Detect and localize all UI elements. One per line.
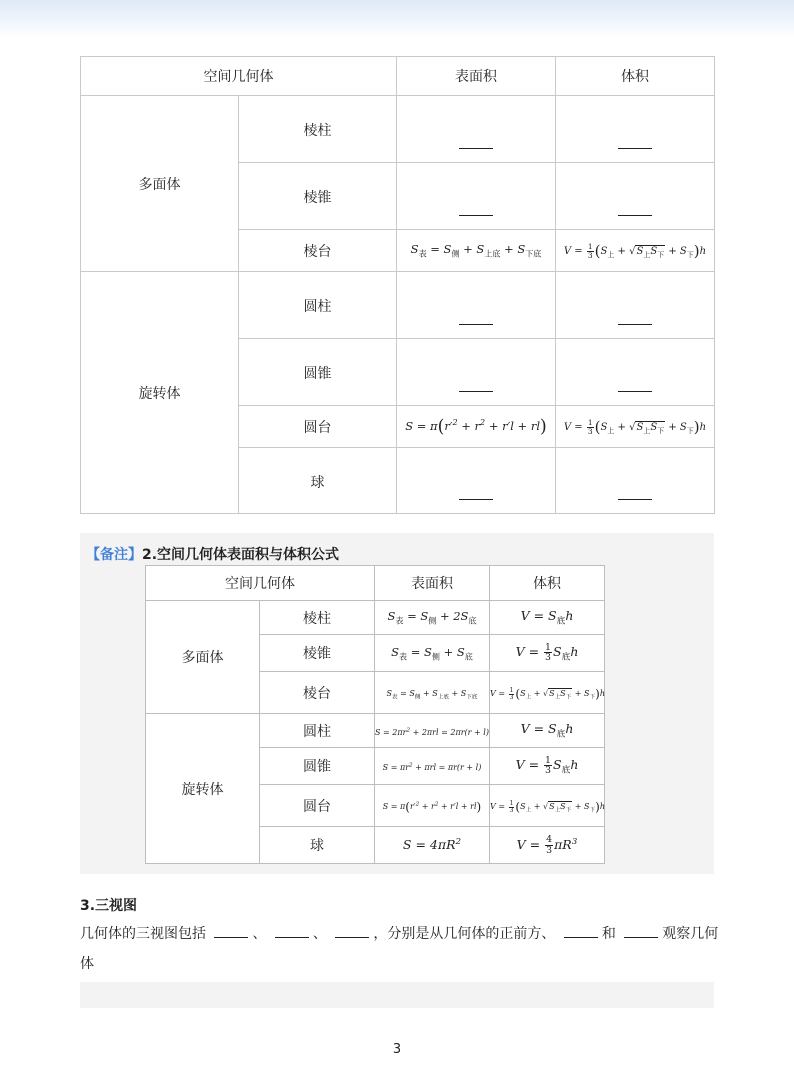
fill-blank [459, 215, 493, 216]
para-text: 、 [252, 926, 267, 942]
group-solid-of-revolution: 旋转体 [146, 714, 260, 864]
row-label-cone: 圆锥 [260, 748, 375, 785]
para-text: ，分别是从几何体的正前方、 [373, 926, 556, 942]
formula-surface-cylinder: $S = 2\pi r^2 + 2\pi rl = 2\pi r(r + l)$ [375, 714, 490, 748]
header-solid: 空间几何体 [81, 57, 397, 96]
formula-volume-pyramid: V = $\frac{1}{3}$ $S_底h$ [490, 635, 605, 672]
note-title: 2.空间几何体表面积与体积公式 [142, 547, 340, 563]
row-label-cone: 圆锥 [239, 339, 397, 406]
para-text: 和 [601, 926, 616, 942]
page-number: 3 [392, 1042, 402, 1057]
fill-blank [459, 148, 493, 149]
header-volume: 体积 [490, 566, 605, 601]
formula-volume-cone: V = $\frac{1}{3}$ $S_底h$ [490, 748, 605, 785]
note-tag: 【备注】 [86, 547, 142, 563]
row-label-sphere: 球 [239, 448, 397, 514]
fill-blank [618, 499, 652, 500]
row-label-pyramid: 棱锥 [260, 635, 375, 672]
table-row [81, 272, 715, 339]
fill-blank[interactable] [335, 923, 369, 938]
row-label-cylinder: 圆柱 [239, 272, 397, 339]
formula-surface-frustum: $S_表 = S_侧 + S_{上底} + S_{下底}$ [397, 230, 556, 272]
answer-box [80, 982, 714, 1008]
fill-blank [618, 391, 652, 392]
header-surface: 表面积 [397, 57, 556, 96]
fill-blank[interactable] [214, 923, 248, 938]
formula-surface-cone: $S = \pi r^2 + \pi rl = \pi r(r + l)$ [375, 748, 490, 785]
fill-blank [618, 148, 652, 149]
fill-blank[interactable] [564, 923, 598, 938]
formula-volume-sphere: V = $\frac{4}{3}$ $\pi R^3$ [490, 827, 605, 864]
blank-volume-cone[interactable] [556, 339, 715, 406]
fill-blank [459, 391, 493, 392]
row-label-frustum: 棱台 [239, 230, 397, 272]
note-formula-table [145, 565, 605, 864]
blank-surface-pyramid[interactable] [397, 163, 556, 230]
header-solid: 空间几何体 [146, 566, 375, 601]
para-text: 观察几何体 [80, 926, 719, 972]
table-row [146, 714, 605, 748]
row-label-sphere: 球 [260, 827, 375, 864]
formula-surface-cone-frustum: $S = \pi(r'^2 + r^2 + r'l + rl)$ [375, 785, 490, 827]
section-title: 3.三视图 [80, 898, 138, 914]
group-solid-of-revolution: 旋转体 [81, 272, 239, 514]
blank-surface-cone[interactable] [397, 339, 556, 406]
para-text: 几何体的三视图包括 [80, 926, 206, 942]
row-label-cone-frustum: 圆台 [239, 406, 397, 448]
note-heading [86, 544, 339, 564]
table-header-row [81, 57, 715, 96]
fill-blank [618, 324, 652, 325]
header-band [0, 0, 794, 38]
formula-volume-frustum: V = $\frac{1}{3}$ $(S_上 + √S_上S_下 + S_下)h$ [556, 230, 715, 272]
formula-surface-prism: $S_表 = S_侧 + 2S_底$ [375, 601, 490, 635]
blank-volume-cylinder[interactable] [556, 272, 715, 339]
header-surface: 表面积 [375, 566, 490, 601]
table-row [81, 96, 715, 163]
blank-volume-sphere[interactable] [556, 448, 715, 514]
para-text: 、 [312, 926, 327, 942]
row-label-cone-frustum: 圆台 [260, 785, 375, 827]
formula-volume-cone-frustum: V = $\frac{1}{3}$ $(S_上 + √S_上S_下 + S_下)h$ [556, 406, 715, 448]
group-polyhedron: 多面体 [146, 601, 260, 714]
table-header-row [146, 566, 605, 601]
formula-surface-frustum: $S_表 = S_侧 + S_{上底} + S_{下底}$ [375, 672, 490, 714]
formula-volume-cone-frustum: V = $\frac{1}{3}$ $(S_上 + √S_上S_下 + S_下)h$ [490, 785, 605, 827]
table-row [146, 601, 605, 635]
blank-surface-prism[interactable] [397, 96, 556, 163]
fill-blank [459, 324, 493, 325]
blank-volume-pyramid[interactable] [556, 163, 715, 230]
fill-blank[interactable] [275, 923, 309, 938]
blank-surface-sphere[interactable] [397, 448, 556, 514]
group-polyhedron: 多面体 [81, 96, 239, 272]
formula-surface-sphere: $S = 4\pi R^2$ [375, 827, 490, 864]
fill-blank[interactable] [624, 923, 658, 938]
formula-surface-pyramid: $S_表 = S_侧 + S_底$ [375, 635, 490, 672]
formula-volume-prism: $V = S_底h$ [490, 601, 605, 635]
formula-volume-frustum: V = $\frac{1}{3}$ $(S_上 + √S_上S_下 + S_下)h$ [490, 672, 605, 714]
row-label-frustum: 棱台 [260, 672, 375, 714]
row-label-prism: 棱柱 [260, 601, 375, 635]
main-formula-table [80, 56, 715, 514]
blank-volume-prism[interactable] [556, 96, 715, 163]
header-volume: 体积 [556, 57, 715, 96]
formula-surface-cone-frustum: $S = \pi(r'^2 + r^2 + r'l + rl)$ [397, 406, 556, 448]
blank-surface-cylinder[interactable] [397, 272, 556, 339]
row-label-prism: 棱柱 [239, 96, 397, 163]
fill-blank [459, 499, 493, 500]
formula-volume-cylinder: $V = S_底h$ [490, 714, 605, 748]
fill-blank [618, 215, 652, 216]
row-label-pyramid: 棱锥 [239, 163, 397, 230]
row-label-cylinder: 圆柱 [260, 714, 375, 748]
